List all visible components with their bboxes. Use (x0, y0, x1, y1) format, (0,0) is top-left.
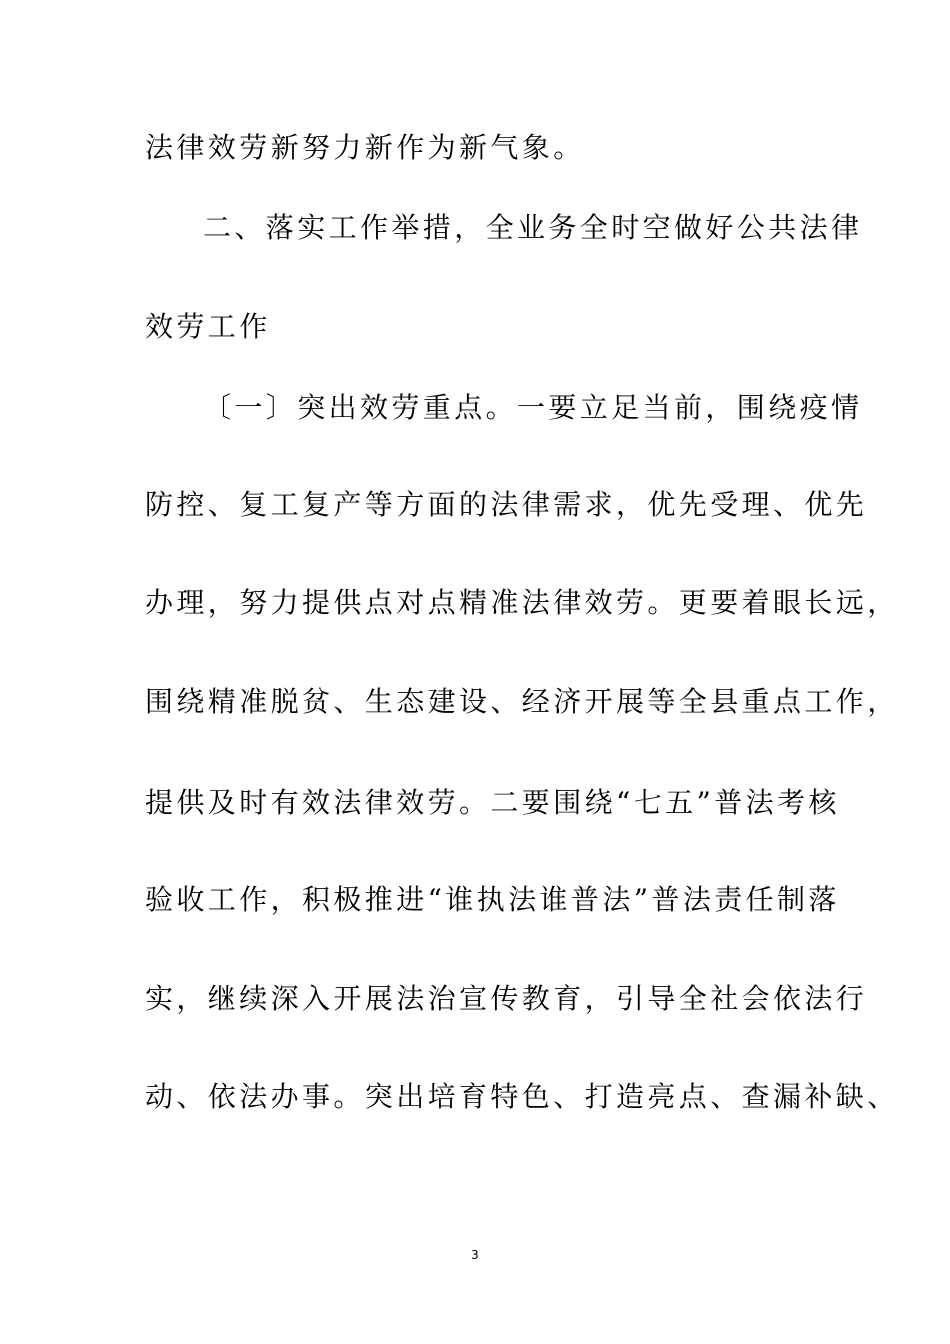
paragraph-line: 〔一〕突出效劳重点。一要立足当前，围绕疫情 (203, 391, 863, 424)
section-heading-line: 二、落实工作举措，全业务全时空做好公共法律 (203, 211, 863, 244)
section-heading-line: 效劳工作 (145, 310, 271, 343)
paragraph-line: 防控、复工复产等方面的法律需求，优先受理、优先 (145, 488, 868, 521)
paragraph-line: 动、依法办事。突出培育特色、打造亮点、查漏补缺、 (145, 1080, 899, 1113)
page-number: 3 (471, 1248, 479, 1262)
paragraph-line: 提供及时有效法律效劳。二要围绕“七五”普法考核 (145, 786, 840, 819)
paragraph-line: 验收工作，积极推进“谁执法谁普法”普法责任制落 (145, 883, 840, 916)
paragraph-line: 办理，努力提供点对点精准法律效劳。更要着眼长远， (145, 586, 899, 619)
paragraph-line: 围绕精准脱贫、生态建设、经济开展等全县重点工作， (145, 685, 899, 718)
paragraph-line: 实，继续深入开展法治宣传教育，引导全社会依法行 (145, 982, 868, 1015)
paragraph-line: 法律效劳新努力新作为新气象。 (145, 131, 585, 164)
